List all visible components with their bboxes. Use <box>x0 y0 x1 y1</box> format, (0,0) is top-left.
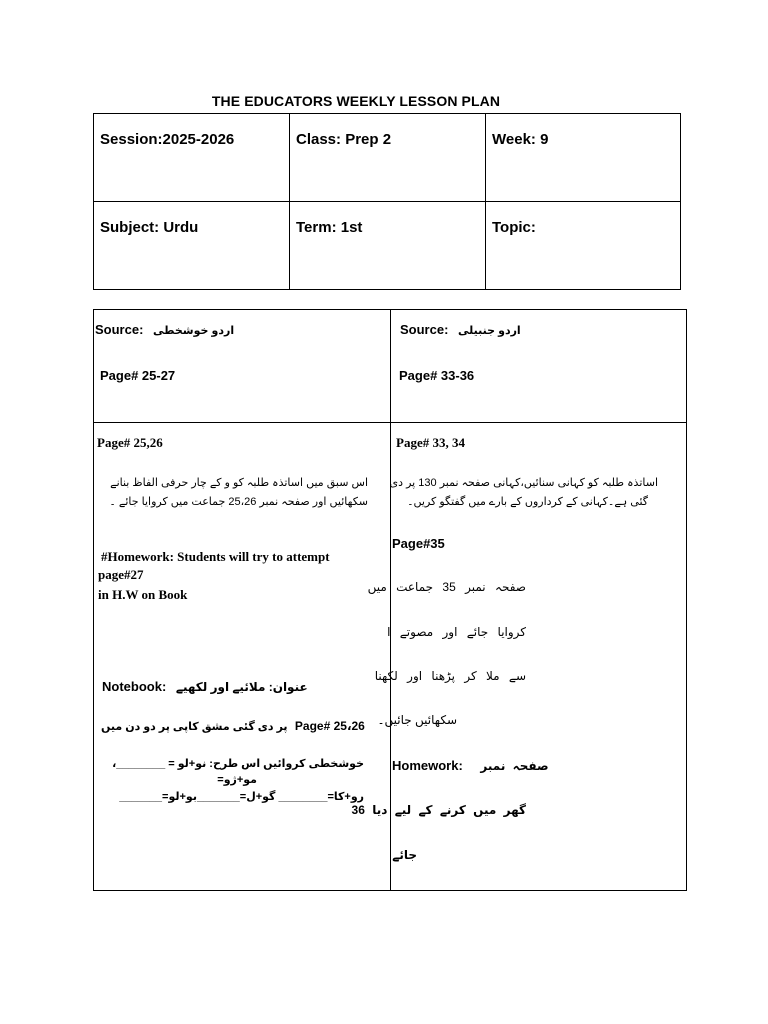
lesson-plan-table <box>93 309 687 891</box>
right-pages: Page# 33-36 <box>399 368 475 383</box>
right-source-label: Source: <box>400 322 449 337</box>
left-notebook <box>102 679 308 694</box>
right-line-4: سکھائیں جائیں۔ <box>377 713 457 727</box>
right-description-line-1: اساتذہ طلبہ کو کہانی سنائیں،کہانی صفحہ نمبر 130 پر دی <box>389 477 658 489</box>
right-homework-word: صفحہ نمبر <box>480 759 549 773</box>
right-page-35: Page#35 <box>392 536 445 551</box>
right-description-line-2: گئی ہے۔کہانی کے کرداروں کے بارے میں گفتگو کریں۔ <box>407 496 648 508</box>
session-cell: Session:2025-2026 <box>94 114 290 202</box>
row-divider <box>94 422 686 423</box>
right-line-2: کروایا جائے اور مصوتے ا <box>387 625 526 639</box>
week-cell: Week: 9 <box>486 114 680 202</box>
left-source <box>95 322 234 337</box>
left-source-book: اردو خوشخطی <box>153 325 235 337</box>
left-homework-line-2: page#27 <box>98 567 144 582</box>
left-source-label: Source: <box>95 322 144 337</box>
notebook-title: عنوان: ملائیے اور لکھیے <box>175 680 308 694</box>
left-homework-line-3: in H.W on Book <box>98 587 188 602</box>
info-table <box>93 113 681 290</box>
practice-text: پر دی گئی مشق کاپی پر دو دن میں <box>101 721 288 733</box>
right-line-1: صفحہ نمبر 35 جماعت میں <box>367 580 526 594</box>
left-example-line-2: مو+ژو= <box>217 774 257 786</box>
topic-cell: Topic: <box>492 218 536 236</box>
term-cell: Term: 1st <box>290 202 486 290</box>
right-source <box>400 322 521 337</box>
right-homework-label: Homework: <box>392 758 463 773</box>
left-example-line-3: رو+کا=________ گو+ل=_______بو+لو=_______ <box>119 791 364 803</box>
right-line-3: سے ملا کر پڑھنا اور لکھنا <box>374 669 526 683</box>
class-cell: Class: Prep 2 <box>290 114 486 202</box>
left-description-line-2: سکھائیں اور صفحہ نمبر 25،26 جماعت میں کروایا جائے ۔ <box>109 496 368 508</box>
right-homework-line-2: جائے <box>392 848 417 862</box>
practice-pages: Page# 25،26 <box>294 719 365 733</box>
right-page-heading: Page# 33, 34 <box>396 435 465 450</box>
left-practice <box>101 719 365 733</box>
left-pages: Page# 25-27 <box>100 368 176 383</box>
left-example-line-1: خوشخطی کروائیں اس طرح: نو+لو = ________، <box>112 758 364 770</box>
page-title: THE EDUCATORS WEEKLY LESSON PLAN <box>211 93 501 109</box>
notebook-label: Notebook: <box>102 679 167 694</box>
left-page-heading: Page# 25,26 <box>97 435 163 450</box>
right-homework-line-1: گھر میں کرنے کے لیے دیا 36 <box>351 803 526 817</box>
right-source-book: اردو جنبیلی <box>458 325 521 337</box>
subject-cell: Subject: Urdu <box>94 202 290 290</box>
right-homework <box>392 758 549 773</box>
left-description-line-1: اس سبق میں اساتذہ طلبہ کو و کے چار حرفی الفاظ بنانے <box>110 477 368 489</box>
left-homework-line-1: #Homework: Students will try to attempt <box>101 549 330 564</box>
